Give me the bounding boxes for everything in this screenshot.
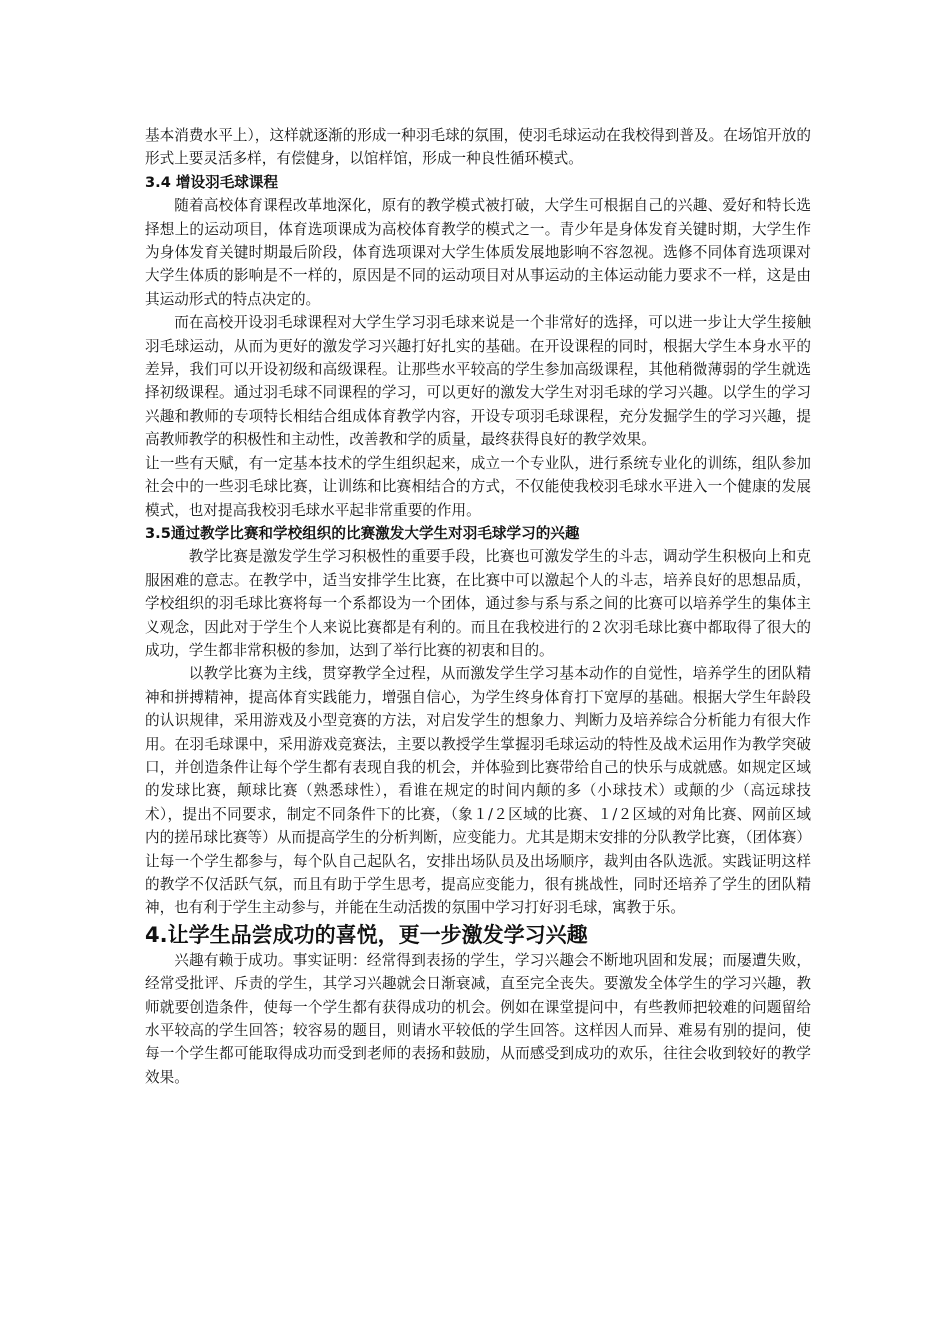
section-heading-3-5: 3.5通过教学比赛和学校组织的比赛激发大学生对羽毛球学习的兴趣	[145, 524, 580, 542]
body-paragraph: 让一些有天赋，有一定基本技术的学生组织起来，成立一个专业队，进行系统专业化的训练，组队参加社会中的一些羽毛球比赛，让训练和比赛相结合的方式，不仅能使我校羽毛球水平进入一个健康的发展模式，也对提高我校羽毛球水平起非常重要的作用。	[145, 454, 811, 519]
section-heading-3-4: 3.4 增设羽毛球课程	[145, 173, 279, 191]
body-paragraph: 兴趣有赖于成功。事实证明：经常得到表扬的学生，学习兴趣会不断地巩固和发展；而屡遭失败，经常受批评、斥责的学生，其学习兴趣就会日渐衰减，直至完全丧失。要激发全体学生的学习兴趣，教师就要创造条件，使每一个学生都有获得成功的机会。例如在课堂提问中，有些教师把较难的问题留给水平较高的学生回答；较容易的题目，则请水平较低的学生回答。这样因人而异、难易有别的提问，使每一个学生都可能取得成功而受到老师的表扬和鼓励，从而感受到成功的欢乐，往往会收到较好的教学效果。	[145, 951, 811, 1086]
body-paragraph: 而在高校开设羽毛球课程对大学生学习羽毛球来说是一个非常好的选择，可以进一步让大学生接触羽毛球运动，从而为更好的激发学习兴趣打好扎实的基础。在开设课程的同时，根据大学生本身水平的差异，我们可以开设初级和高级课程。让那些水平较高的学生参加高级课程，其他稍微薄弱的学生就选择初级课程。通过羽毛球不同课程的学习，可以更好的激发大学生对羽毛球的学习兴趣。以学生的学习兴趣和教师的专项特长相结合组成体育教学内容，开设专项羽毛球课程，充分发掘学生的学习兴趣，提高教师教学的积极性和主动性，改善教和学的质量，最终获得良好的教学效果。	[145, 314, 811, 449]
body-paragraph: 基本消费水平上），这样就逐渐的形成一种羽毛球的氛围，使羽毛球运动在我校得到普及。在场馆开放的形式上要灵活多样，有偿健身，以馆样馆，形成一种良性循环模式。	[145, 127, 811, 168]
body-paragraph: 教学比赛是激发学生学习积极性的重要手段，比赛也可激发学生的斗志，调动学生积极向上和克服困难的意志。在教学中，适当安排学生比赛，在比赛中可以激起个人的斗志，培养良好的思想品质，学校组织的羽毛球比赛将每一个系都设为一个团体，通过参与系与系之间的比赛可以培养学生的集体主义观念，因此对于学生个人来说比赛都是有利的。而且在我校进行的２次羽毛球比赛中都取得了很大的成功，学生都非常积极的参加，达到了举行比赛的初衷和目的。	[145, 548, 811, 659]
body-paragraph: 以教学比赛为主线，贯穿教学全过程，从而激发学生学习基本动作的自觉性，培养学生的团队精神和拼搏精神，提高体育实践能力，增强自信心，为学生终身体育打下宽厚的基础。根据大学生年龄段的认识规律，采用游戏及小型竞赛的方法，对启发学生的想象力、判断力及培养综合分析能力有很大作用。在羽毛球课中，采用游戏竞赛法，主要以教授学生掌握羽毛球运动的特性及战术运用作为教学突破口，并创造条件让每个学生都有表现自我的机会，并体验到比赛带给自己的快乐与成就感。如规定区域的发球比赛，颠球比赛（熟悉球性），看谁在规定的时间内颠的多（小球技术）或颠的少（高远球技术），提出不同要求，制定不同条件下的比赛，（象１/２区域的比赛、１/２区域的对角比赛、网前区域内的搓吊球比赛等）从而提高学生的分析判断，应变能力。尤其是期末安排的分队教学比赛，（团体赛）让每一个学生都参与，每个队自己起队名，安排出场队员及出场顺序，裁判由各队选派。实践证明这样的教学不仅活跃气氛，而且有助于学生思考，提高应变能力，很有挑战性，同时还培养了学生的团队精神，也有利于学生主动参与，并能在生动活拨的氛围中学习打好羽毛球，寓教于乐。	[145, 665, 811, 917]
body-paragraph: 随着高校体育课程改革地深化，原有的教学模式被打破，大学生可根据自己的兴趣、爱好和特长选择想上的运动项目，体育选项课成为高校体育教学的模式之一。青少年是身体发育关键时期，大学生作为身体发育关键时期最后阶段，体育选项课对大学生体质发展地影响不容忽视。选修不同体育选项课对大学生体质的影响是不一样的，原因是不同的运动项目对从事运动的主体运动能力要求不一样，这是由其运动形式的特点决定的。	[145, 197, 811, 308]
section-heading-4: 4.让学生品尝成功的喜悦，更一步激发学习兴趣	[145, 922, 588, 947]
document-page	[145, 124, 811, 1089]
